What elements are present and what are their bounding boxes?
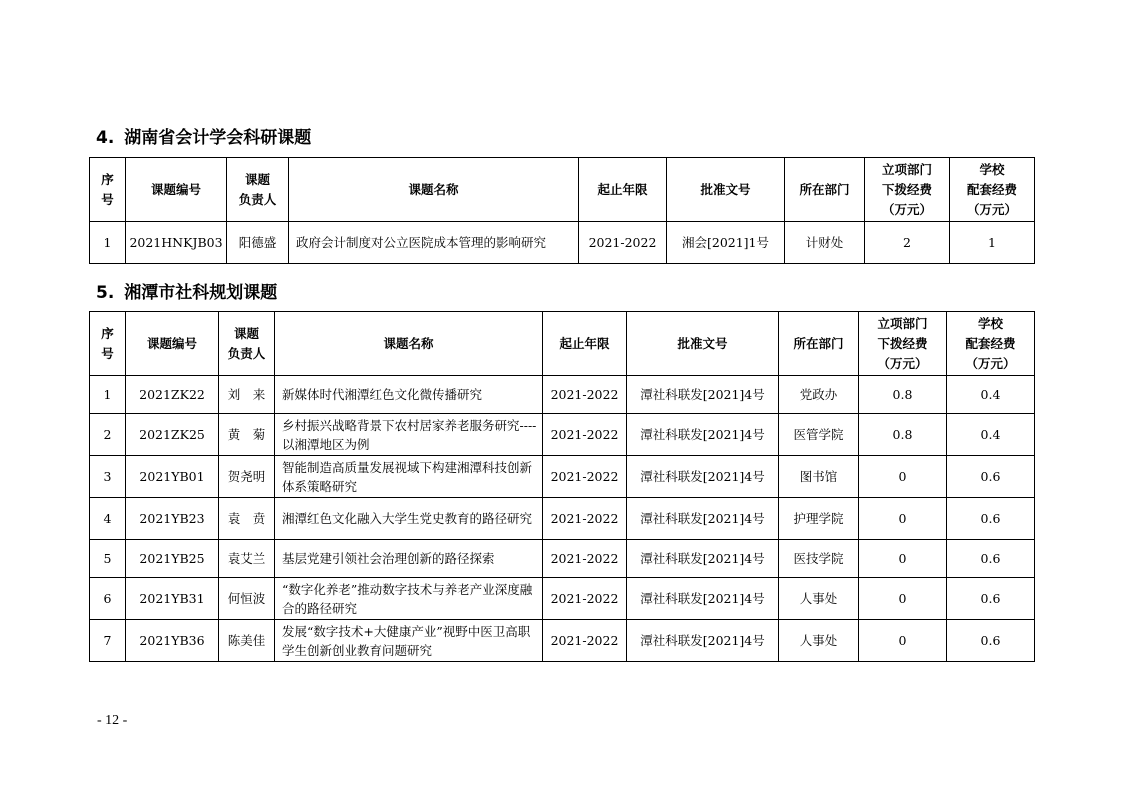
cell-dept: 人事处 [779,578,859,620]
cell-match: 0.4 [947,376,1035,414]
cell-leader: 贺尧明 [219,456,275,498]
cell-code: 2021YB25 [126,540,219,578]
section-5-number: 5. [96,283,115,303]
section-5-table [89,311,1035,662]
cell-period: 2021-2022 [543,456,627,498]
cell-fund: 0.8 [859,376,947,414]
cell-dept: 医管学院 [779,414,859,456]
header-match: 学校 配套经费 （万元） [947,312,1035,376]
cell-period: 2021-2022 [543,498,627,540]
cell-dept: 人事处 [779,620,859,662]
cell-code: 2021YB23 [126,498,219,540]
table-row [90,414,1035,456]
cell-seq: 1 [90,376,126,414]
table-row [90,222,1035,264]
cell-period: 2021-2022 [543,540,627,578]
cell-fund: 0 [859,540,947,578]
page-number: - 12 - [97,713,128,728]
table-header-row [90,158,1035,222]
cell-leader: 刘 来 [219,376,275,414]
cell-name: “数字化养老”推动数字技术与养老产业深度融合的路径研究 [275,578,543,620]
header-code: 课题编号 [126,158,227,222]
header-doc: 批准文号 [627,312,779,376]
header-leader: 课题 负责人 [227,158,289,222]
table-header-row [90,312,1035,376]
cell-code: 2021ZK22 [126,376,219,414]
cell-doc: 潭社科联发[2021]4号 [627,456,779,498]
header-doc: 批准文号 [667,158,785,222]
cell-seq: 3 [90,456,126,498]
cell-fund: 0 [859,498,947,540]
cell-period: 2021-2022 [543,414,627,456]
cell-dept: 医技学院 [779,540,859,578]
table-row [90,498,1035,540]
cell-code: 2021ZK25 [126,414,219,456]
cell-seq: 5 [90,540,126,578]
cell-code: 2021YB31 [126,578,219,620]
header-fund: 立项部门 下拨经费 （万元） [865,158,950,222]
cell-match: 0.4 [947,414,1035,456]
cell-fund: 0 [859,578,947,620]
cell-match: 1 [950,222,1035,264]
cell-fund: 0 [859,620,947,662]
cell-seq: 7 [90,620,126,662]
cell-fund: 0 [859,456,947,498]
cell-period: 2021-2022 [543,376,627,414]
cell-name: 乡村振兴战略背景下农村居家养老服务研究----以湘潭地区为例 [275,414,543,456]
cell-fund: 2 [865,222,950,264]
section-5-title [96,278,277,303]
cell-doc: 潭社科联发[2021]4号 [627,578,779,620]
header-seq: 序 号 [90,158,126,222]
header-code: 课题编号 [126,312,219,376]
cell-period: 2021-2022 [543,620,627,662]
cell-doc: 潭社科联发[2021]4号 [627,498,779,540]
cell-match: 0.6 [947,540,1035,578]
cell-leader: 阳德盛 [227,222,289,264]
cell-leader: 陈美佳 [219,620,275,662]
cell-seq: 1 [90,222,126,264]
cell-period: 2021-2022 [579,222,667,264]
cell-code: 2021YB36 [126,620,219,662]
section-4-table [89,157,1035,264]
cell-name: 发展“数字技术+大健康产业”视野中医卫高职学生创新创业教育问题研究 [275,620,543,662]
cell-match: 0.6 [947,456,1035,498]
header-period: 起止年限 [579,158,667,222]
cell-name: 基层党建引领社会治理创新的路径探索 [275,540,543,578]
cell-seq: 6 [90,578,126,620]
cell-fund: 0.8 [859,414,947,456]
header-period: 起止年限 [543,312,627,376]
cell-name: 新媒体时代湘潭红色文化微传播研究 [275,376,543,414]
cell-seq: 4 [90,498,126,540]
header-fund: 立项部门 下拨经费 （万元） [859,312,947,376]
section-4-heading: 湖南省会计学会科研课题 [124,128,312,148]
section-5-heading: 湘潭市社科规划课题 [124,283,278,303]
cell-doc: 潭社科联发[2021]4号 [627,540,779,578]
cell-period: 2021-2022 [543,578,627,620]
cell-match: 0.6 [947,498,1035,540]
cell-leader: 黄 菊 [219,414,275,456]
cell-name: 湘潭红色文化融入大学生党史教育的路径研究 [275,498,543,540]
table-row [90,456,1035,498]
header-name: 课题名称 [275,312,543,376]
cell-dept: 护理学院 [779,498,859,540]
section-4-title [96,123,311,148]
cell-name: 政府会计制度对公立医院成本管理的影响研究 [289,222,579,264]
header-dept: 所在部门 [785,158,865,222]
cell-code: 2021YB01 [126,456,219,498]
table-row [90,540,1035,578]
cell-match: 0.6 [947,578,1035,620]
cell-match: 0.6 [947,620,1035,662]
table-row [90,578,1035,620]
cell-code: 2021HNKJB03 [126,222,227,264]
cell-doc: 湘会[2021]1号 [667,222,785,264]
header-name: 课题名称 [289,158,579,222]
cell-dept: 计财处 [785,222,865,264]
table-row [90,620,1035,662]
cell-leader: 袁 贲 [219,498,275,540]
cell-name: 智能制造高质量发展视域下构建湘潭科技创新体系策略研究 [275,456,543,498]
header-dept: 所在部门 [779,312,859,376]
header-seq: 序 号 [90,312,126,376]
cell-seq: 2 [90,414,126,456]
cell-leader: 袁艾兰 [219,540,275,578]
table-row [90,376,1035,414]
cell-dept: 图书馆 [779,456,859,498]
cell-dept: 党政办 [779,376,859,414]
cell-doc: 潭社科联发[2021]4号 [627,414,779,456]
header-leader: 课题 负责人 [219,312,275,376]
section-4-number: 4. [96,128,115,148]
cell-leader: 何恒波 [219,578,275,620]
header-match: 学校 配套经费 （万元） [950,158,1035,222]
cell-doc: 潭社科联发[2021]4号 [627,620,779,662]
cell-doc: 潭社科联发[2021]4号 [627,376,779,414]
